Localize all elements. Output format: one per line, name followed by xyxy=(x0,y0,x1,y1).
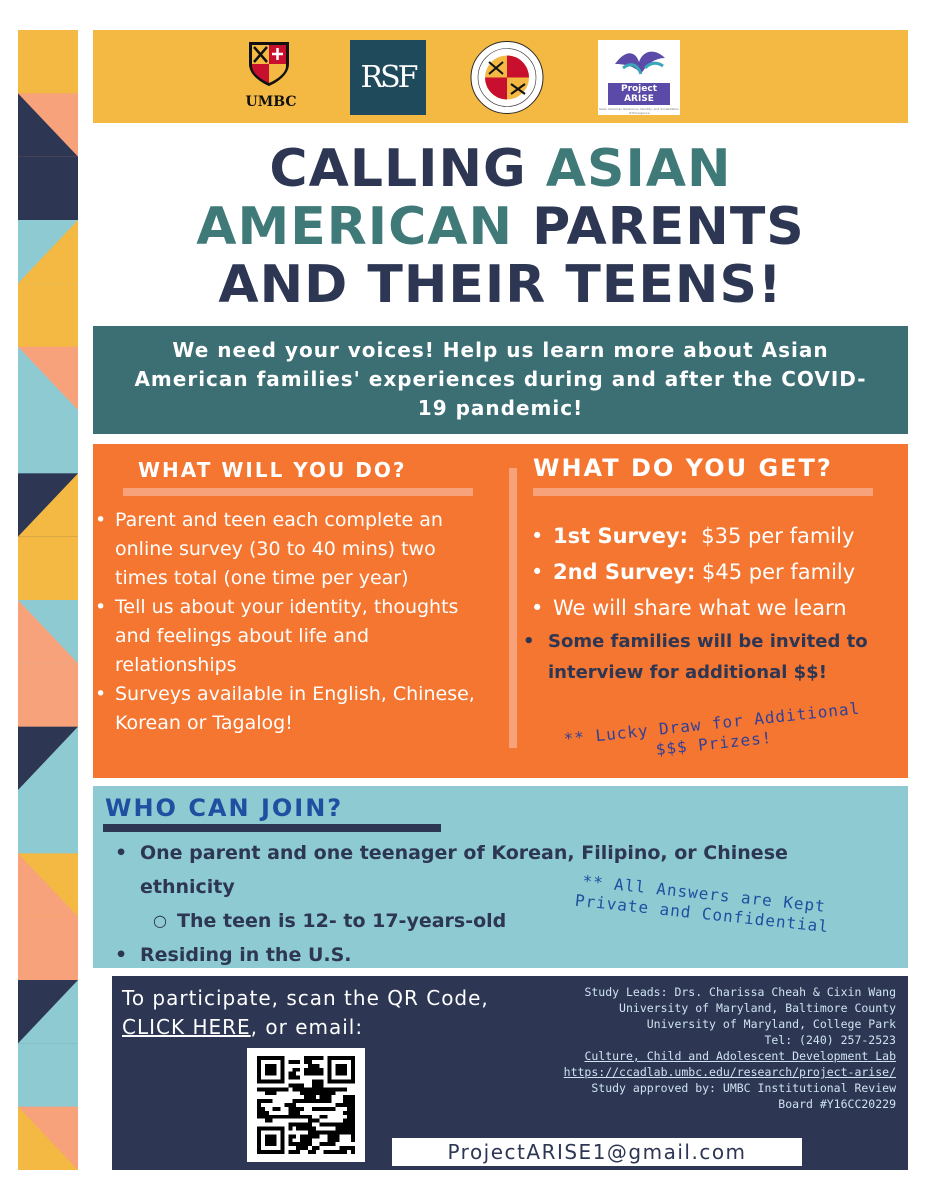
arise-logo-subtitle: Asian American Resilience, Identity, and Socialization of Emergence xyxy=(598,107,680,115)
irb-board-number: Board #Y16CC20229 xyxy=(778,1097,896,1111)
lab-link[interactable]: Culture, Child and Adolescent Development Lab xyxy=(584,1049,896,1063)
reward-value: $45 per family xyxy=(695,560,856,584)
list-item: • Tell us about your identity, thoughts and feelings about life and relationships xyxy=(93,593,493,680)
what-will-you-do-heading: WHAT WILL YOU DO? xyxy=(138,458,407,482)
logo-bar xyxy=(93,30,908,123)
university-umcp: University of Maryland, College Park xyxy=(646,1017,896,1031)
university-umbc: University of Maryland, Baltimore County xyxy=(619,1001,896,1015)
what-will-you-do-list xyxy=(93,506,493,738)
study-leads: Study Leads: Drs. Charissa Cheah & Cixin Wang xyxy=(584,985,896,999)
interview-note: • Some families will be invited to interview for additional $$! xyxy=(523,626,908,688)
list-item: • One parent and one teenager of Korean, Filipino, or Chinese ethnicity xyxy=(115,836,815,904)
arise-logo-name: Project ARISE xyxy=(608,83,670,105)
reward-value: We will share what we learn xyxy=(553,596,847,620)
bird-icon xyxy=(609,44,669,82)
list-item: • Residing in the U.S. xyxy=(115,938,835,972)
title-word-asian: ASIAN xyxy=(545,139,732,199)
reward-label: 1st Survey: xyxy=(553,524,688,548)
list-item xyxy=(523,554,908,590)
who-can-join-heading: WHO CAN JOIN? xyxy=(105,794,344,822)
intro-banner xyxy=(93,326,908,434)
title-word-parents: PARENTS xyxy=(513,197,805,257)
participate-text: To participate, scan the QR Code, xyxy=(122,986,489,1010)
title-word-american: AMERICAN xyxy=(196,197,514,257)
list-item xyxy=(523,590,908,626)
rsf-logo: RSF xyxy=(350,40,426,115)
title-line-3: AND THEIR TEENS! xyxy=(218,255,783,315)
privacy-note: ** All Answers are Kept Private and Confidential xyxy=(574,871,830,937)
page-title xyxy=(93,140,908,314)
project-url-link[interactable]: https://ccadlab.umbc.edu/research/project-arise/ xyxy=(563,1065,896,1079)
list-item: • Parent and teen each complete an online survey (30 to 40 mins) two times total (one time per year) xyxy=(93,506,493,593)
title-line-1 xyxy=(93,140,908,198)
irb-approval: Study approved by: UMBC Institutional Review xyxy=(591,1081,896,1095)
list-item: • Surveys available in English, Chinese, Korean or Tagalog! xyxy=(93,680,493,738)
what-do-you-get-list xyxy=(523,518,908,688)
reward-value: $35 per family xyxy=(687,524,855,548)
umd-seal-logo xyxy=(469,40,545,115)
list-item xyxy=(523,518,908,554)
intro-text: We need your voices! Help us learn more about Asian American families' experiences during and after the COVID-19 pandemic! xyxy=(134,338,867,420)
heading-underline-right xyxy=(533,488,873,496)
telephone: Tel: (240) 257-2523 xyxy=(764,1033,896,1047)
qr-code[interactable] xyxy=(247,1048,365,1162)
title-word-calling: CALLING xyxy=(269,139,546,199)
list-subitem: ○ The teen is 12- to 17-years-old xyxy=(115,904,835,938)
reward-label: 2nd Survey: xyxy=(553,560,696,584)
contact-section xyxy=(112,976,908,1170)
qr-code-icon xyxy=(255,1056,357,1154)
column-divider xyxy=(509,468,517,748)
what-do-you-get-heading: WHAT DO YOU GET? xyxy=(533,454,833,482)
project-arise-logo xyxy=(598,40,680,115)
heading-underline xyxy=(103,824,441,832)
lucky-draw-note: ** Lucky Draw for Additional $$$ Prizes! xyxy=(562,698,861,760)
study-info xyxy=(516,984,896,1112)
umbc-shield-icon xyxy=(245,40,293,88)
eligibility-section xyxy=(93,786,908,968)
activities-rewards-section xyxy=(93,444,908,778)
umbc-logo xyxy=(245,40,297,115)
email-address[interactable]: ProjectARISE1@gmail.com xyxy=(392,1138,802,1166)
heading-underline-left xyxy=(123,488,473,496)
participate-text-end: , or email: xyxy=(250,1015,364,1039)
title-line-2 xyxy=(93,198,908,256)
decorative-stripe xyxy=(18,30,78,1170)
umd-seal-icon xyxy=(469,40,545,115)
click-here-link[interactable]: CLICK HERE xyxy=(122,1015,251,1039)
umbc-logo-text: UMBC xyxy=(245,94,297,110)
participate-instructions xyxy=(122,984,512,1042)
